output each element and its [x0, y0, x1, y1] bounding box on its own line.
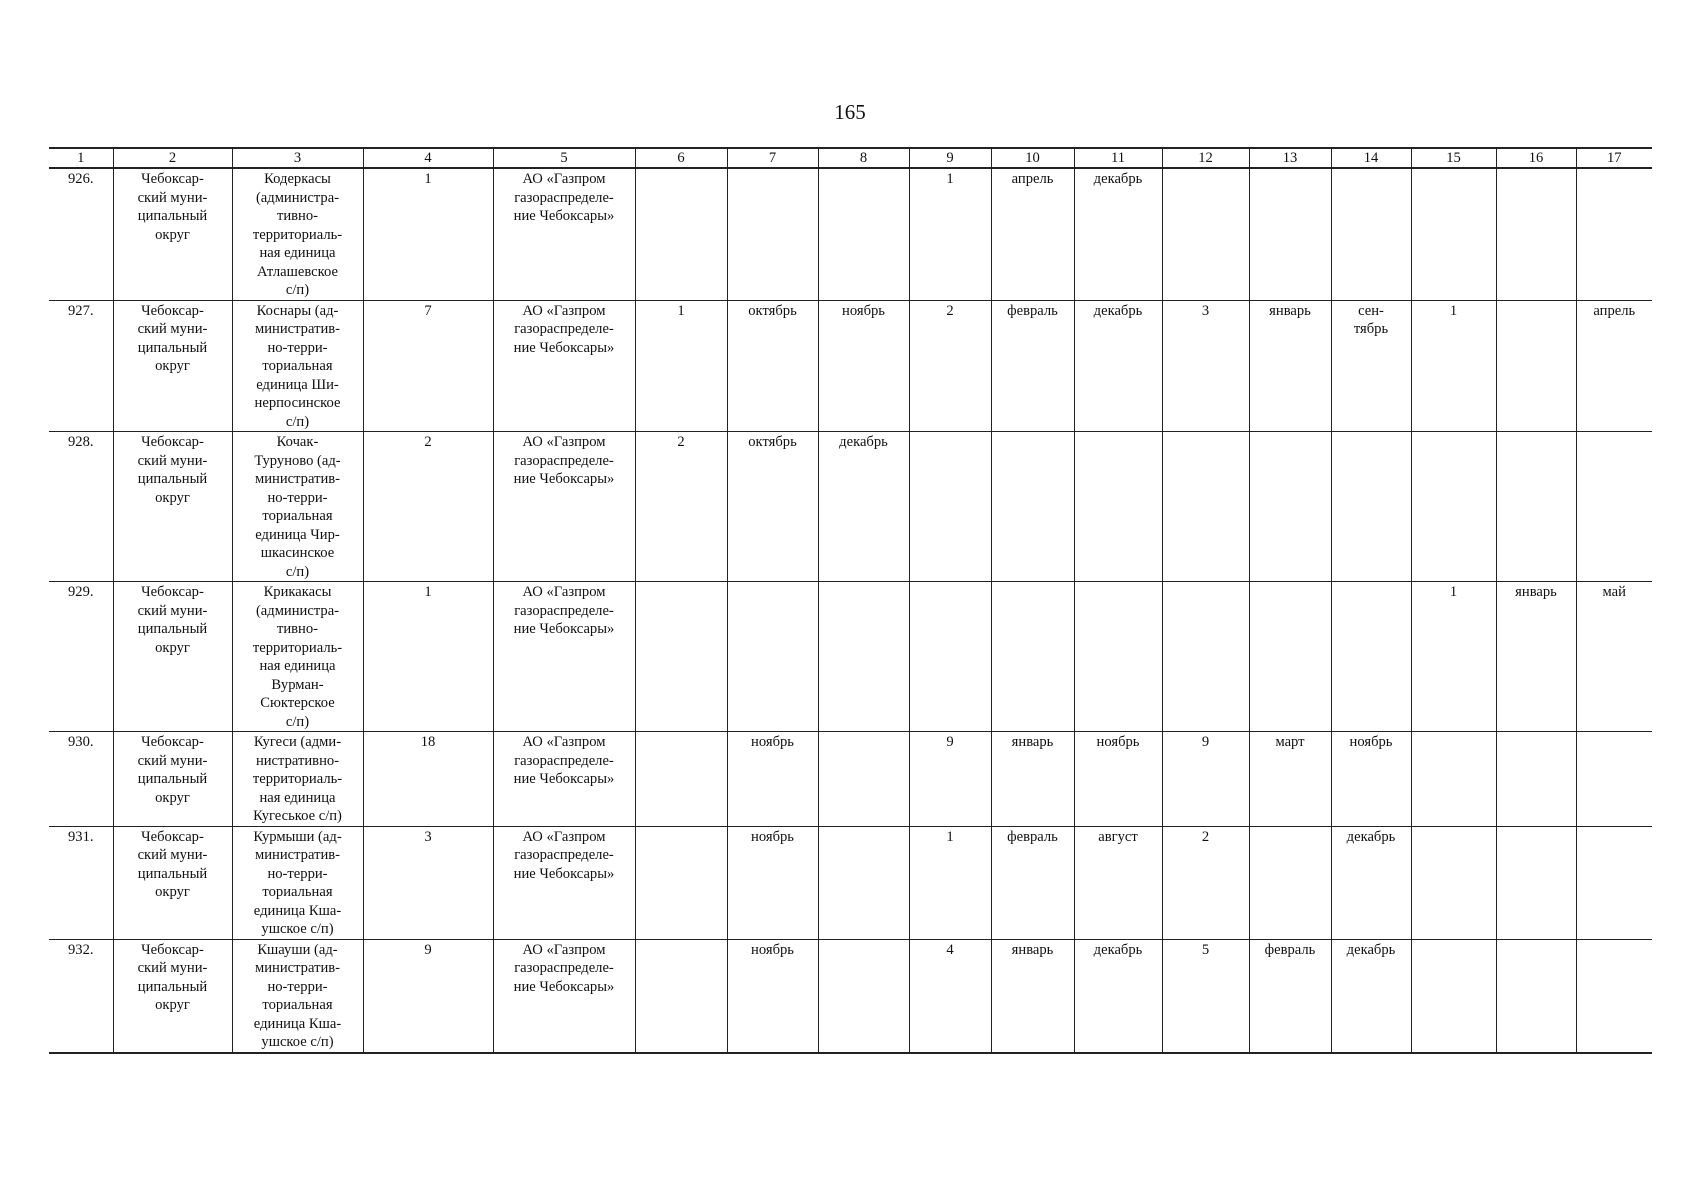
table-cell-col-16 — [1496, 939, 1576, 1053]
table-cell-col-16: январь — [1496, 582, 1576, 732]
table-cell-col-14: декабрь — [1331, 939, 1411, 1053]
table-cell-col-3: Крикакасы (администра- тивно- территориаль- ная единица Вурман- Сюктерское с/п) — [232, 582, 363, 732]
table-body — [49, 168, 1652, 1053]
table-cell-col-7: октябрь — [727, 300, 818, 432]
table-cell-col-13 — [1249, 432, 1331, 582]
table-cell-col-6 — [635, 732, 727, 827]
table-cell-col-9: 1 — [909, 826, 991, 939]
table-cell-col-10: январь — [991, 939, 1074, 1053]
table-cell-col-11: декабрь — [1074, 300, 1162, 432]
column-number-7: 7 — [727, 148, 818, 168]
column-number-1: 1 — [49, 148, 113, 168]
table-cell-col-4: 3 — [363, 826, 493, 939]
column-number-14: 14 — [1331, 148, 1411, 168]
table-cell-col-5: АО «Газпром газораспределе- ние Чебоксары» — [493, 300, 635, 432]
table-cell-col-5: АО «Газпром газораспределе- ние Чебоксары» — [493, 826, 635, 939]
table-cell-col-16 — [1496, 432, 1576, 582]
table-cell-col-13 — [1249, 582, 1331, 732]
table-cell-col-15 — [1411, 432, 1496, 582]
table-cell-col-8 — [818, 826, 909, 939]
table-cell-col-1: 929. — [49, 582, 113, 732]
table-cell-col-15 — [1411, 732, 1496, 827]
table-cell-col-5: АО «Газпром газораспределе- ние Чебоксары» — [493, 432, 635, 582]
table-cell-col-12: 5 — [1162, 939, 1249, 1053]
table-cell-col-7 — [727, 582, 818, 732]
table-cell-col-6 — [635, 168, 727, 300]
table-cell-col-16 — [1496, 300, 1576, 432]
table-cell-col-15: 1 — [1411, 582, 1496, 732]
table-cell-col-1: 927. — [49, 300, 113, 432]
table-cell-col-10: январь — [991, 732, 1074, 827]
table-cell-col-4: 7 — [363, 300, 493, 432]
table-cell-col-17 — [1576, 432, 1652, 582]
table-cell-col-1: 926. — [49, 168, 113, 300]
column-number-2: 2 — [113, 148, 232, 168]
table-cell-col-5: АО «Газпром газораспределе- ние Чебоксары» — [493, 732, 635, 827]
table-cell-col-6: 2 — [635, 432, 727, 582]
column-number-10: 10 — [991, 148, 1074, 168]
data-table — [49, 147, 1652, 1054]
table-cell-col-13 — [1249, 168, 1331, 300]
table-cell-col-2: Чебоксар- ский муни- ципальный округ — [113, 939, 232, 1053]
table-cell-col-13: февраль — [1249, 939, 1331, 1053]
column-number-6: 6 — [635, 148, 727, 168]
table-cell-col-12: 9 — [1162, 732, 1249, 827]
table-cell-col-8 — [818, 939, 909, 1053]
table-cell-col-3: Кугеси (адми- нистративно- территориаль- ная единица Кугеськое с/п) — [232, 732, 363, 827]
column-number-8: 8 — [818, 148, 909, 168]
table-cell-col-11: август — [1074, 826, 1162, 939]
table-cell-col-4: 18 — [363, 732, 493, 827]
table-cell-col-8 — [818, 732, 909, 827]
table-cell-col-12 — [1162, 582, 1249, 732]
table-cell-col-2: Чебоксар- ский муни- ципальный округ — [113, 300, 232, 432]
table-cell-col-2: Чебоксар- ский муни- ципальный округ — [113, 168, 232, 300]
table-cell-col-17 — [1576, 939, 1652, 1053]
table-cell-col-1: 932. — [49, 939, 113, 1053]
table-cell-col-7: ноябрь — [727, 939, 818, 1053]
column-number-row — [49, 148, 1652, 168]
column-number-15: 15 — [1411, 148, 1496, 168]
column-number-13: 13 — [1249, 148, 1331, 168]
table-cell-col-12 — [1162, 168, 1249, 300]
table-cell-col-4: 1 — [363, 168, 493, 300]
table-cell-col-1: 931. — [49, 826, 113, 939]
table-cell-col-16 — [1496, 826, 1576, 939]
table-cell-col-4: 1 — [363, 582, 493, 732]
table-cell-col-8 — [818, 582, 909, 732]
table-cell-col-9: 9 — [909, 732, 991, 827]
table-row — [49, 939, 1652, 1053]
table-cell-col-11 — [1074, 582, 1162, 732]
table-cell-col-5: АО «Газпром газораспределе- ние Чебоксары» — [493, 582, 635, 732]
table-row — [49, 582, 1652, 732]
table-cell-col-15: 1 — [1411, 300, 1496, 432]
table-cell-col-7 — [727, 168, 818, 300]
table-cell-col-8 — [818, 168, 909, 300]
column-number-4: 4 — [363, 148, 493, 168]
table-cell-col-10 — [991, 432, 1074, 582]
table-cell-col-12: 3 — [1162, 300, 1249, 432]
table-cell-col-10 — [991, 582, 1074, 732]
table-row — [49, 168, 1652, 300]
table-row — [49, 826, 1652, 939]
column-number-3: 3 — [232, 148, 363, 168]
table-cell-col-6 — [635, 582, 727, 732]
table-cell-col-5: АО «Газпром газораспределе- ние Чебоксары» — [493, 939, 635, 1053]
table-cell-col-8: декабрь — [818, 432, 909, 582]
table-cell-col-10: февраль — [991, 826, 1074, 939]
table-cell-col-9: 1 — [909, 168, 991, 300]
table-cell-col-3: Кодеркасы (администра- тивно- территориаль- ная единица Атлашевское с/п) — [232, 168, 363, 300]
table-cell-col-6: 1 — [635, 300, 727, 432]
table-cell-col-11: ноябрь — [1074, 732, 1162, 827]
table-cell-col-17 — [1576, 826, 1652, 939]
table-cell-col-15 — [1411, 826, 1496, 939]
table-row — [49, 300, 1652, 432]
table-cell-col-17: апрель — [1576, 300, 1652, 432]
table-cell-col-3: Кочак- Туруново (ад- министратив- но-терри- ториальная единица Чир- шкасинское с/п) — [232, 432, 363, 582]
table-cell-col-15 — [1411, 168, 1496, 300]
table-cell-col-13: январь — [1249, 300, 1331, 432]
table-row — [49, 732, 1652, 827]
table-cell-col-1: 928. — [49, 432, 113, 582]
table-cell-col-13: март — [1249, 732, 1331, 827]
table-cell-col-13 — [1249, 826, 1331, 939]
column-number-9: 9 — [909, 148, 991, 168]
column-number-12: 12 — [1162, 148, 1249, 168]
table-cell-col-14: ноябрь — [1331, 732, 1411, 827]
table-cell-col-4: 2 — [363, 432, 493, 582]
column-number-5: 5 — [493, 148, 635, 168]
table-cell-col-2: Чебоксар- ский муни- ципальный округ — [113, 582, 232, 732]
table-cell-col-1: 930. — [49, 732, 113, 827]
table-cell-col-14 — [1331, 168, 1411, 300]
table-row — [49, 432, 1652, 582]
table-cell-col-12 — [1162, 432, 1249, 582]
table-cell-col-9: 4 — [909, 939, 991, 1053]
table-cell-col-5: АО «Газпром газораспределе- ние Чебоксары» — [493, 168, 635, 300]
table-cell-col-17 — [1576, 168, 1652, 300]
column-number-17: 17 — [1576, 148, 1652, 168]
table-cell-col-3: Кшауши (ад- министратив- но-терри- ториальная единица Кша- ушское с/п) — [232, 939, 363, 1053]
table-cell-col-14: сен- тябрь — [1331, 300, 1411, 432]
column-number-16: 16 — [1496, 148, 1576, 168]
table-cell-col-11: декабрь — [1074, 939, 1162, 1053]
column-number-11: 11 — [1074, 148, 1162, 168]
table-cell-col-6 — [635, 826, 727, 939]
table-cell-col-17 — [1576, 732, 1652, 827]
table-cell-col-10: февраль — [991, 300, 1074, 432]
table-cell-col-3: Коснары (ад- министратив- но-терри- ториальная единица Ши- нерпосинское с/п) — [232, 300, 363, 432]
table-cell-col-12: 2 — [1162, 826, 1249, 939]
table-cell-col-15 — [1411, 939, 1496, 1053]
table-cell-col-10: апрель — [991, 168, 1074, 300]
table-cell-col-14 — [1331, 432, 1411, 582]
table-cell-col-7: октябрь — [727, 432, 818, 582]
table-cell-col-16 — [1496, 732, 1576, 827]
table-cell-col-11 — [1074, 432, 1162, 582]
table-cell-col-14: декабрь — [1331, 826, 1411, 939]
page-number: 165 — [834, 100, 866, 124]
table-cell-col-9 — [909, 582, 991, 732]
table-cell-col-3: Курмыши (ад- министратив- но-терри- ториальная единица Кшa- ушское с/п) — [232, 826, 363, 939]
table-cell-col-4: 9 — [363, 939, 493, 1053]
table-cell-col-2: Чебоксар- ский муни- ципальный округ — [113, 732, 232, 827]
table-cell-col-17: май — [1576, 582, 1652, 732]
table-cell-col-7: ноябрь — [727, 826, 818, 939]
table-cell-col-14 — [1331, 582, 1411, 732]
table-cell-col-7: ноябрь — [727, 732, 818, 827]
table-cell-col-9 — [909, 432, 991, 582]
table-cell-col-11: декабрь — [1074, 168, 1162, 300]
table-cell-col-16 — [1496, 168, 1576, 300]
table-cell-col-2: Чебоксар- ский муни- ципальный округ — [113, 826, 232, 939]
table-cell-col-6 — [635, 939, 727, 1053]
table-cell-col-9: 2 — [909, 300, 991, 432]
table-cell-col-2: Чебоксар- ский муни- ципальный округ — [113, 432, 232, 582]
table-cell-col-8: ноябрь — [818, 300, 909, 432]
